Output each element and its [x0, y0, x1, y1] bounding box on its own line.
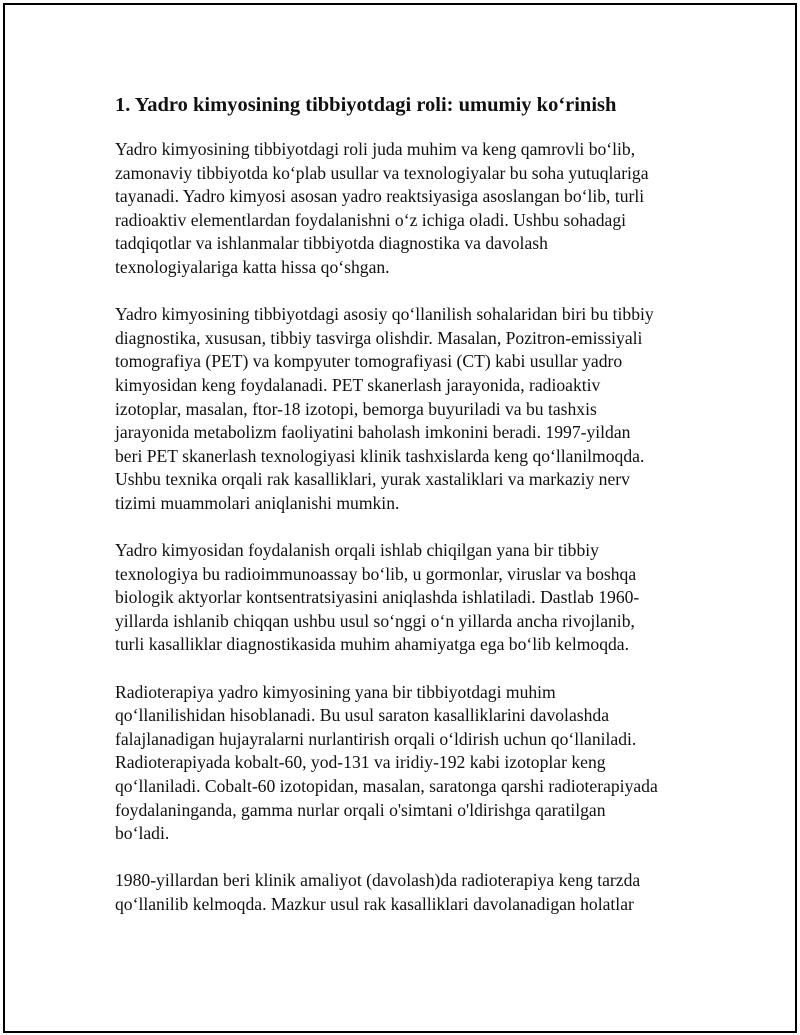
text-line: Yadro kimyosidan foydalanish orqali ishlab chiqilgan yana bir tibbiy [115, 540, 599, 561]
text-line: Ushbu texnika orqali rak kasalliklari, yurak xastaliklari va markaziy nerv [115, 469, 630, 490]
text-line: Yadro kimyosining tibbiyotdagi asosiy qoʻllanilish sohalaridan biri bu tibbiy [115, 304, 654, 325]
text-line: Radioterapiyada kobalt-60, yod-131 va iridiy-192 kabi izotoplar keng [115, 752, 606, 773]
text-line: yillarda ishlanib chiqqan ushbu usul soʻnggi oʻn yillarda ancha rivojlanib, [115, 610, 635, 631]
paragraph-5 [115, 869, 695, 916]
text-line: Radioterapiya yadro kimyosining yana bir tibbiyotdagi muhim [115, 681, 556, 702]
section-heading: 1. Yadro kimyosining tibbiyotdagi roli: umumiy koʻrinish [115, 94, 617, 116]
text-line: jarayonida metabolizm faoliyatini baholash imkonini beradi. 1997-yildan [115, 422, 631, 443]
text-line: zamonaviy tibbiyotda koʻplab usullar va texnologiyalar bu soha yutuqlariga [115, 162, 649, 183]
text-line: turli kasalliklar diagnostikasida muhim ahamiyatga ega boʻlib kelmoqda. [115, 634, 629, 655]
text-line: kimyosidan keng foydalanadi. PET skanerlash jarayonida, radioaktiv [115, 374, 601, 395]
text-line: qoʻllaniladi. Cobalt-60 izotopidan, masalan, saratonga qarshi radioterapiyada [115, 776, 658, 797]
paragraph-2 [115, 303, 695, 515]
paragraph-3 [115, 539, 695, 657]
text-line: qoʻllanilishidan hisoblanadi. Bu usul saraton kasalliklarini davolashda [115, 705, 609, 726]
text-line: izotoplar, masalan, ftor-18 izotopi, bemorga buyuriladi va bu tashxis [115, 398, 597, 419]
text-line: texnologiyalariga katta hissa qoʻshgan. [115, 256, 390, 277]
text-line: falajlanadigan hujayralarni nurlantirish orqali oʻldirish uchun qoʻllaniladi. [115, 728, 637, 749]
text-line: biologik aktyorlar kontsentratsiyasini aniqlashda ishlatiladi. Dastlab 1960- [115, 587, 640, 608]
text-line: tayanadi. Yadro kimyosi asosan yadro reaktsiyasiga asoslangan boʻlib, turli [115, 186, 645, 207]
text-line: tomografiya (PET) va kompyuter tomografiyasi (CT) kabi usullar yadro [115, 351, 623, 372]
text-line: Yadro kimyosining tibbiyotdagi roli juda muhim va keng qamrovli boʻlib, [115, 139, 636, 159]
text-line: tizimi muammolari aniqlanishi mumkin. [115, 492, 400, 513]
text-line: qoʻllanilib kelmoqda. Mazkur usul rak kasalliklari davolanadigan holatlar [115, 894, 634, 914]
text-line: boʻladi. [115, 823, 170, 844]
text-line: radioaktiv elementlardan foydalanishni oʻz ichiga oladi. Ushbu sohadagi [115, 209, 627, 230]
text-line: beri PET skanerlash texnologiyasi klinik tashxislarda keng qoʻllanilmoqda. [115, 445, 645, 466]
document-body [115, 92, 695, 940]
text-line: diagnostika, xususan, tibbiy tasvirga olishdir. Masalan, Pozitron-emissiyali [115, 327, 643, 348]
paragraph-1 [115, 138, 695, 280]
text-line: tadqiqotlar va ishlanmalar tibbiyotda diagnostika va davolash [115, 233, 548, 254]
text-line: foydalaninganda, gamma nurlar orqali o'simtani o'ldirishga qaratilgan [115, 799, 606, 820]
text-line: texnologiya bu radioimmunoassay boʻlib, u gormonlar, viruslar va boshqa [115, 563, 637, 584]
text-line: 1980-yillardan beri klinik amaliyot (davolash)da radioterapiya keng tarzda [115, 870, 641, 891]
paragraph-4 [115, 681, 695, 846]
